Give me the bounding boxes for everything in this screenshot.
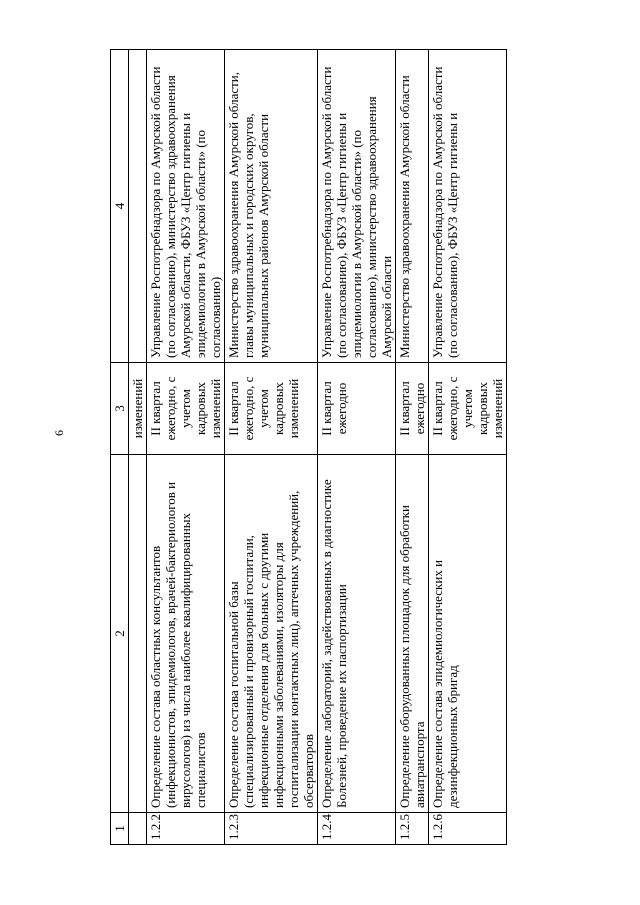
cell-num: 1.2.6.: [429, 813, 507, 845]
header-cell-1: 1: [111, 813, 129, 845]
cell-responsible: Министерство здравоохранения Амурской области, главы муниципальных и городских округов, муниципальных районов Амурской области: [225, 50, 318, 363]
cell-responsible: Министерство здравоохранения Амурской области: [396, 50, 429, 363]
cell-num: 1.2.2.: [147, 813, 225, 845]
table-header-row: [111, 50, 129, 845]
cell-responsible: Управление Роспотребнадзора по Амурской области (по согласованию), ФБУЗ «Центр гигиены и эпидемиологии в Амурской области» (по согласованию), министерство здравоохранения Амурской области: [318, 50, 396, 363]
cell-deadline: II квартал ежегодно: [396, 363, 429, 455]
cell-num: [129, 813, 147, 845]
table-row: [396, 50, 429, 845]
table-row: [225, 50, 318, 845]
page-number: 6: [52, 430, 66, 436]
cell-deadline: изменений: [129, 363, 147, 455]
cell-deadline: II квартал ежегодно: [318, 363, 396, 455]
table-row: [318, 50, 396, 845]
cell-num: 1.2.3.: [225, 813, 318, 845]
continuation-row: [129, 50, 147, 845]
cell-description: Определение состава эпидемиологических и дезинфекционных бригад: [429, 455, 507, 813]
cell-responsible: [129, 50, 147, 363]
cell-deadline: II квартал ежегодно, с учетом кадровых изменений: [147, 363, 225, 455]
cell-description: [129, 455, 147, 813]
table-row: [429, 50, 507, 845]
header-cell-2: 2: [111, 455, 129, 813]
measures-table: [110, 49, 507, 845]
cell-responsible: Управление Роспотребнадзора по Амурской области (по согласованию), министерство здравоохранения Амурской области, ФБУЗ «Центр гигиены и эпидемиологии в Амурской области» (по согласованию): [147, 50, 225, 363]
cell-description: Определение лабораторий, задействованных в диагностике Болезней, проведение их паспортизации: [318, 455, 396, 813]
header-cell-3: 3: [111, 363, 129, 455]
cell-num: 1.2.5.: [396, 813, 429, 845]
cell-description: Определение состава госпитальной базы (специализированный и провизорный госпитали, инфекционные отделения для больных с другими инфекционными заболеваниями, изоляторы для госпитализации контактных лиц), аптечных учреждений, обсерваторов: [225, 455, 318, 813]
table-row: [147, 50, 225, 845]
cell-description: Определение состава областных консультантов (инфекционистов, эпидемиологов, врачей-бактериологов и вирусологов) из числа наиболее квалифицированных специалистов: [147, 455, 225, 813]
cell-description: Определение оборудованных площадок для обработки авиатранспорта: [396, 455, 429, 813]
cell-deadline: II квартал ежегодно, с учетом кадровых изменений: [225, 363, 318, 455]
cell-num: 1.2.4.: [318, 813, 396, 845]
header-cell-4: 4: [111, 50, 129, 363]
cell-deadline: II квартал ежегодно, с учетом кадровых изменений: [429, 363, 507, 455]
measures-table-container: [110, 50, 600, 845]
cell-responsible: Управление Роспотребнадзора по Амурской области (по согласованию), ФБУЗ «Центр гигиены и: [429, 50, 507, 363]
